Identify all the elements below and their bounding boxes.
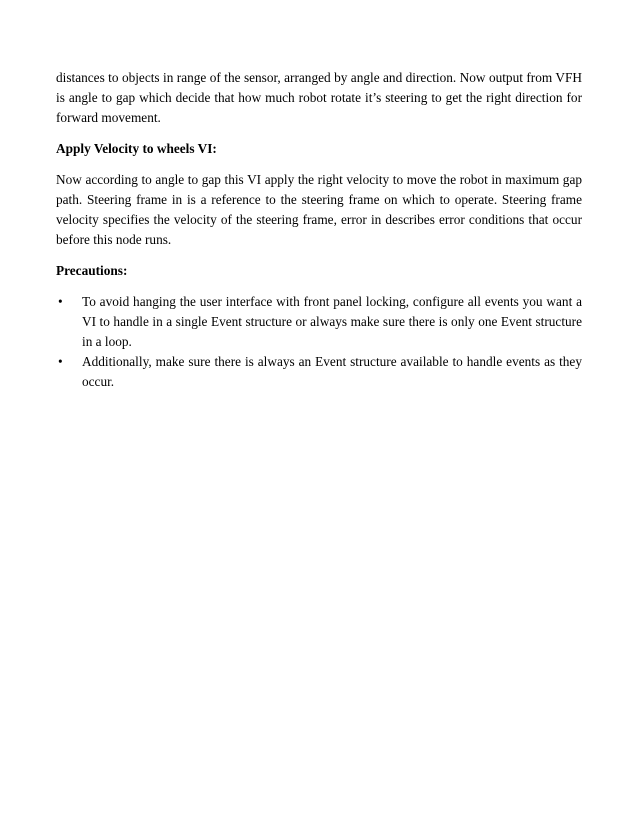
document-page (56, 68, 582, 392)
section-heading-precautions: Precautions: (56, 263, 128, 278)
section-heading-apply-velocity: Apply Velocity to wheels VI: (56, 141, 217, 156)
intro-paragraph: distances to objects in range of the sensor, arranged by angle and direction. Now output from VFH is angle to gap which decide that how much robot rotate it’s steering to get the right direction for forward movement. (56, 70, 582, 125)
spacer (56, 250, 582, 261)
bullet-icon: • (58, 354, 63, 369)
spacer (56, 159, 582, 170)
list-item-text: To avoid hanging the user interface with front panel locking, configure all events you want a VI to handle in a single Event structure or always make sure there is only one Event structure in a loop. (82, 294, 582, 349)
precautions-list (56, 292, 582, 392)
apply-velocity-paragraph: Now according to angle to gap this VI apply the right velocity to move the robot in maximum gap path. Steering frame in is a reference to the steering frame on which to operate. Steering frame velocity specifies the velocity of the steering frame, error in describes error conditions that occur before this node runs. (56, 172, 582, 247)
list-item (56, 352, 582, 392)
spacer (56, 128, 582, 139)
spacer (56, 281, 582, 292)
list-item (56, 292, 582, 352)
list-item-text: Additionally, make sure there is always an Event structure available to handle events as they occur. (82, 354, 582, 389)
bullet-icon: • (58, 294, 63, 309)
